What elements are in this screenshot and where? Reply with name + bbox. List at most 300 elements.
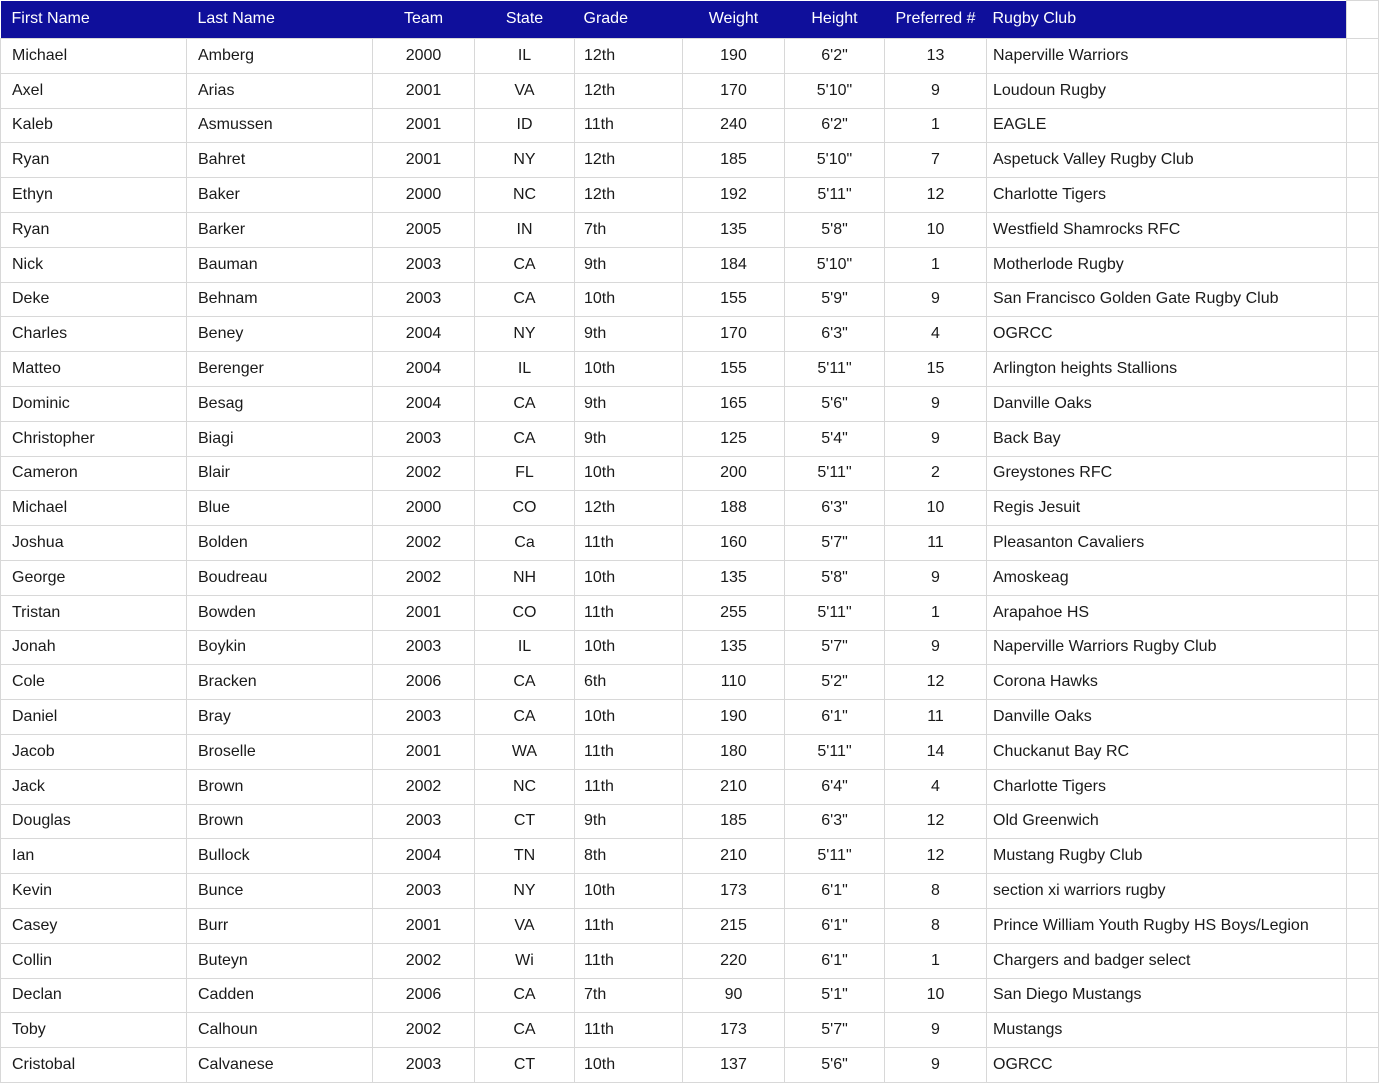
cell-team[interactable]: 2001: [373, 595, 475, 630]
cell-state[interactable]: WA: [475, 734, 575, 769]
cell-empty[interactable]: [1347, 421, 1379, 456]
cell-team[interactable]: 2002: [373, 1013, 475, 1048]
cell-rugby_club[interactable]: Mustangs: [987, 1013, 1347, 1048]
cell-first_name[interactable]: Christopher: [1, 421, 187, 456]
cell-preferred_number[interactable]: 10: [885, 978, 987, 1013]
cell-empty[interactable]: [1347, 212, 1379, 247]
cell-last_name[interactable]: Bunce: [187, 874, 373, 909]
column-header-last_name[interactable]: Last Name: [187, 1, 373, 39]
column-header-preferred_number[interactable]: Preferred #: [885, 1, 987, 39]
cell-state[interactable]: CA: [475, 386, 575, 421]
cell-preferred_number[interactable]: 12: [885, 839, 987, 874]
cell-rugby_club[interactable]: Naperville Warriors: [987, 39, 1347, 74]
cell-preferred_number[interactable]: 11: [885, 526, 987, 561]
cell-height[interactable]: 5'10": [785, 143, 885, 178]
cell-height[interactable]: 6'2": [785, 39, 885, 74]
cell-empty[interactable]: [1347, 456, 1379, 491]
cell-preferred_number[interactable]: 2: [885, 456, 987, 491]
cell-first_name[interactable]: Ryan: [1, 212, 187, 247]
cell-first_name[interactable]: Cole: [1, 665, 187, 700]
cell-rugby_club[interactable]: San Francisco Golden Gate Rugby Club: [987, 282, 1347, 317]
cell-last_name[interactable]: Buteyn: [187, 943, 373, 978]
cell-rugby_club[interactable]: Charlotte Tigers: [987, 178, 1347, 213]
cell-team[interactable]: 2006: [373, 665, 475, 700]
cell-empty[interactable]: [1347, 769, 1379, 804]
cell-preferred_number[interactable]: 4: [885, 769, 987, 804]
cell-team[interactable]: 2001: [373, 73, 475, 108]
cell-empty[interactable]: [1347, 908, 1379, 943]
cell-height[interactable]: 5'10": [785, 247, 885, 282]
cell-weight[interactable]: 173: [683, 874, 785, 909]
cell-rugby_club[interactable]: OGRCC: [987, 317, 1347, 352]
cell-first_name[interactable]: Daniel: [1, 700, 187, 735]
cell-height[interactable]: 6'2": [785, 108, 885, 143]
cell-first_name[interactable]: Dominic: [1, 386, 187, 421]
cell-team[interactable]: 2003: [373, 247, 475, 282]
cell-grade[interactable]: 11th: [575, 108, 683, 143]
cell-grade[interactable]: 12th: [575, 178, 683, 213]
cell-empty[interactable]: [1347, 282, 1379, 317]
cell-preferred_number[interactable]: 9: [885, 386, 987, 421]
cell-weight[interactable]: 185: [683, 804, 785, 839]
cell-preferred_number[interactable]: 10: [885, 212, 987, 247]
cell-rugby_club[interactable]: Greystones RFC: [987, 456, 1347, 491]
cell-team[interactable]: 2004: [373, 386, 475, 421]
cell-state[interactable]: NH: [475, 560, 575, 595]
cell-grade[interactable]: 10th: [575, 352, 683, 387]
cell-state[interactable]: IL: [475, 39, 575, 74]
cell-grade[interactable]: 7th: [575, 978, 683, 1013]
cell-grade[interactable]: 9th: [575, 386, 683, 421]
cell-rugby_club[interactable]: Chuckanut Bay RC: [987, 734, 1347, 769]
cell-grade[interactable]: 11th: [575, 908, 683, 943]
cell-grade[interactable]: 11th: [575, 1013, 683, 1048]
cell-grade[interactable]: 6th: [575, 665, 683, 700]
cell-team[interactable]: 2001: [373, 908, 475, 943]
cell-weight[interactable]: 220: [683, 943, 785, 978]
cell-state[interactable]: NY: [475, 317, 575, 352]
cell-empty[interactable]: [1347, 73, 1379, 108]
cell-state[interactable]: CA: [475, 1013, 575, 1048]
cell-last_name[interactable]: Bahret: [187, 143, 373, 178]
cell-empty[interactable]: [1347, 734, 1379, 769]
cell-empty[interactable]: [1347, 143, 1379, 178]
cell-preferred_number[interactable]: 12: [885, 178, 987, 213]
cell-height[interactable]: 6'3": [785, 491, 885, 526]
cell-weight[interactable]: 170: [683, 317, 785, 352]
cell-grade[interactable]: 9th: [575, 247, 683, 282]
cell-rugby_club[interactable]: Pleasanton Cavaliers: [987, 526, 1347, 561]
cell-weight[interactable]: 135: [683, 212, 785, 247]
cell-grade[interactable]: 10th: [575, 700, 683, 735]
cell-empty[interactable]: [1347, 491, 1379, 526]
cell-team[interactable]: 2002: [373, 456, 475, 491]
cell-weight[interactable]: 160: [683, 526, 785, 561]
cell-height[interactable]: 5'1": [785, 978, 885, 1013]
cell-state[interactable]: CA: [475, 665, 575, 700]
cell-preferred_number[interactable]: 4: [885, 317, 987, 352]
cell-team[interactable]: 2003: [373, 1048, 475, 1083]
cell-first_name[interactable]: Tristan: [1, 595, 187, 630]
cell-rugby_club[interactable]: Chargers and badger select: [987, 943, 1347, 978]
cell-weight[interactable]: 170: [683, 73, 785, 108]
cell-height[interactable]: 5'10": [785, 73, 885, 108]
cell-weight[interactable]: 255: [683, 595, 785, 630]
cell-height[interactable]: 5'4": [785, 421, 885, 456]
cell-preferred_number[interactable]: 14: [885, 734, 987, 769]
cell-last_name[interactable]: Bray: [187, 700, 373, 735]
cell-weight[interactable]: 185: [683, 143, 785, 178]
cell-grade[interactable]: 8th: [575, 839, 683, 874]
column-header-height[interactable]: Height: [785, 1, 885, 39]
cell-empty[interactable]: [1347, 943, 1379, 978]
cell-first_name[interactable]: Michael: [1, 39, 187, 74]
cell-height[interactable]: 5'11": [785, 352, 885, 387]
cell-empty[interactable]: [1347, 526, 1379, 561]
cell-grade[interactable]: 10th: [575, 282, 683, 317]
cell-first_name[interactable]: Cameron: [1, 456, 187, 491]
cell-first_name[interactable]: George: [1, 560, 187, 595]
cell-state[interactable]: CA: [475, 700, 575, 735]
cell-last_name[interactable]: Calvanese: [187, 1048, 373, 1083]
cell-last_name[interactable]: Calhoun: [187, 1013, 373, 1048]
cell-preferred_number[interactable]: 15: [885, 352, 987, 387]
cell-grade[interactable]: 9th: [575, 804, 683, 839]
cell-preferred_number[interactable]: 7: [885, 143, 987, 178]
cell-team[interactable]: 2001: [373, 108, 475, 143]
column-header-weight[interactable]: Weight: [683, 1, 785, 39]
cell-state[interactable]: CA: [475, 978, 575, 1013]
column-header-empty[interactable]: [1347, 1, 1379, 39]
cell-team[interactable]: 2002: [373, 943, 475, 978]
cell-preferred_number[interactable]: 8: [885, 874, 987, 909]
cell-rugby_club[interactable]: section xi warriors rugby: [987, 874, 1347, 909]
cell-weight[interactable]: 173: [683, 1013, 785, 1048]
cell-first_name[interactable]: Ian: [1, 839, 187, 874]
cell-grade[interactable]: 10th: [575, 456, 683, 491]
cell-height[interactable]: 5'9": [785, 282, 885, 317]
cell-state[interactable]: TN: [475, 839, 575, 874]
cell-last_name[interactable]: Barker: [187, 212, 373, 247]
cell-team[interactable]: 2004: [373, 352, 475, 387]
cell-last_name[interactable]: Burr: [187, 908, 373, 943]
cell-state[interactable]: CA: [475, 421, 575, 456]
cell-grade[interactable]: 7th: [575, 212, 683, 247]
cell-last_name[interactable]: Biagi: [187, 421, 373, 456]
cell-grade[interactable]: 9th: [575, 421, 683, 456]
cell-rugby_club[interactable]: EAGLE: [987, 108, 1347, 143]
cell-empty[interactable]: [1347, 386, 1379, 421]
cell-empty[interactable]: [1347, 352, 1379, 387]
cell-weight[interactable]: 155: [683, 282, 785, 317]
cell-height[interactable]: 5'11": [785, 595, 885, 630]
cell-state[interactable]: Ca: [475, 526, 575, 561]
cell-state[interactable]: NC: [475, 769, 575, 804]
cell-weight[interactable]: 110: [683, 665, 785, 700]
cell-empty[interactable]: [1347, 804, 1379, 839]
cell-height[interactable]: 6'1": [785, 943, 885, 978]
column-header-first_name[interactable]: First Name: [1, 1, 187, 39]
cell-height[interactable]: 6'1": [785, 908, 885, 943]
cell-state[interactable]: VA: [475, 908, 575, 943]
cell-weight[interactable]: 210: [683, 839, 785, 874]
cell-last_name[interactable]: Bolden: [187, 526, 373, 561]
column-header-grade[interactable]: Grade: [575, 1, 683, 39]
cell-first_name[interactable]: Toby: [1, 1013, 187, 1048]
cell-weight[interactable]: 190: [683, 700, 785, 735]
cell-height[interactable]: 6'3": [785, 317, 885, 352]
cell-last_name[interactable]: Besag: [187, 386, 373, 421]
cell-state[interactable]: ID: [475, 108, 575, 143]
cell-last_name[interactable]: Baker: [187, 178, 373, 213]
cell-first_name[interactable]: Michael: [1, 491, 187, 526]
cell-last_name[interactable]: Arias: [187, 73, 373, 108]
cell-empty[interactable]: [1347, 978, 1379, 1013]
cell-height[interactable]: 6'4": [785, 769, 885, 804]
cell-first_name[interactable]: Jonah: [1, 630, 187, 665]
cell-grade[interactable]: 11th: [575, 769, 683, 804]
cell-grade[interactable]: 12th: [575, 143, 683, 178]
cell-first_name[interactable]: Ryan: [1, 143, 187, 178]
cell-preferred_number[interactable]: 9: [885, 73, 987, 108]
cell-height[interactable]: 6'1": [785, 700, 885, 735]
cell-height[interactable]: 5'6": [785, 1048, 885, 1083]
cell-rugby_club[interactable]: Motherlode Rugby: [987, 247, 1347, 282]
cell-state[interactable]: Wi: [475, 943, 575, 978]
cell-grade[interactable]: 11th: [575, 526, 683, 561]
cell-last_name[interactable]: Behnam: [187, 282, 373, 317]
cell-height[interactable]: 5'11": [785, 734, 885, 769]
cell-last_name[interactable]: Brown: [187, 769, 373, 804]
cell-team[interactable]: 2006: [373, 978, 475, 1013]
cell-state[interactable]: CA: [475, 282, 575, 317]
cell-state[interactable]: CO: [475, 595, 575, 630]
cell-height[interactable]: 5'11": [785, 456, 885, 491]
cell-rugby_club[interactable]: Corona Hawks: [987, 665, 1347, 700]
cell-height[interactable]: 5'7": [785, 630, 885, 665]
cell-empty[interactable]: [1347, 178, 1379, 213]
cell-rugby_club[interactable]: Naperville Warriors Rugby Club: [987, 630, 1347, 665]
cell-state[interactable]: VA: [475, 73, 575, 108]
cell-preferred_number[interactable]: 10: [885, 491, 987, 526]
cell-last_name[interactable]: Boykin: [187, 630, 373, 665]
cell-team[interactable]: 2003: [373, 630, 475, 665]
cell-weight[interactable]: 180: [683, 734, 785, 769]
cell-weight[interactable]: 165: [683, 386, 785, 421]
cell-last_name[interactable]: Blue: [187, 491, 373, 526]
cell-last_name[interactable]: Asmussen: [187, 108, 373, 143]
cell-empty[interactable]: [1347, 630, 1379, 665]
cell-grade[interactable]: 10th: [575, 874, 683, 909]
cell-weight[interactable]: 190: [683, 39, 785, 74]
cell-team[interactable]: 2000: [373, 491, 475, 526]
cell-rugby_club[interactable]: Old Greenwich: [987, 804, 1347, 839]
cell-rugby_club[interactable]: Danville Oaks: [987, 700, 1347, 735]
cell-state[interactable]: CT: [475, 804, 575, 839]
cell-grade[interactable]: 12th: [575, 491, 683, 526]
cell-team[interactable]: 2002: [373, 526, 475, 561]
cell-last_name[interactable]: Boudreau: [187, 560, 373, 595]
cell-rugby_club[interactable]: Aspetuck Valley Rugby Club: [987, 143, 1347, 178]
cell-last_name[interactable]: Bowden: [187, 595, 373, 630]
cell-rugby_club[interactable]: Arapahoe HS: [987, 595, 1347, 630]
cell-empty[interactable]: [1347, 874, 1379, 909]
cell-state[interactable]: IN: [475, 212, 575, 247]
cell-preferred_number[interactable]: 1: [885, 247, 987, 282]
cell-rugby_club[interactable]: Loudoun Rugby: [987, 73, 1347, 108]
cell-empty[interactable]: [1347, 108, 1379, 143]
cell-first_name[interactable]: Ethyn: [1, 178, 187, 213]
cell-empty[interactable]: [1347, 560, 1379, 595]
cell-first_name[interactable]: Douglas: [1, 804, 187, 839]
cell-rugby_club[interactable]: San Diego Mustangs: [987, 978, 1347, 1013]
cell-preferred_number[interactable]: 1: [885, 943, 987, 978]
cell-team[interactable]: 2002: [373, 560, 475, 595]
cell-rugby_club[interactable]: Mustang Rugby Club: [987, 839, 1347, 874]
cell-height[interactable]: 5'11": [785, 839, 885, 874]
cell-preferred_number[interactable]: 9: [885, 630, 987, 665]
cell-team[interactable]: 2005: [373, 212, 475, 247]
cell-empty[interactable]: [1347, 1048, 1379, 1083]
cell-last_name[interactable]: Bullock: [187, 839, 373, 874]
cell-preferred_number[interactable]: 13: [885, 39, 987, 74]
column-header-state[interactable]: State: [475, 1, 575, 39]
cell-team[interactable]: 2003: [373, 421, 475, 456]
cell-weight[interactable]: 137: [683, 1048, 785, 1083]
cell-state[interactable]: IL: [475, 630, 575, 665]
cell-team[interactable]: 2000: [373, 39, 475, 74]
cell-height[interactable]: 5'8": [785, 560, 885, 595]
cell-empty[interactable]: [1347, 665, 1379, 700]
cell-team[interactable]: 2004: [373, 839, 475, 874]
cell-first_name[interactable]: Declan: [1, 978, 187, 1013]
cell-grade[interactable]: 11th: [575, 595, 683, 630]
cell-weight[interactable]: 125: [683, 421, 785, 456]
cell-preferred_number[interactable]: 9: [885, 1048, 987, 1083]
cell-team[interactable]: 2001: [373, 734, 475, 769]
cell-grade[interactable]: 10th: [575, 1048, 683, 1083]
cell-last_name[interactable]: Bauman: [187, 247, 373, 282]
cell-height[interactable]: 5'7": [785, 1013, 885, 1048]
cell-state[interactable]: NY: [475, 143, 575, 178]
cell-rugby_club[interactable]: Regis Jesuit: [987, 491, 1347, 526]
cell-preferred_number[interactable]: 1: [885, 595, 987, 630]
cell-empty[interactable]: [1347, 317, 1379, 352]
cell-height[interactable]: 6'3": [785, 804, 885, 839]
cell-weight[interactable]: 210: [683, 769, 785, 804]
cell-empty[interactable]: [1347, 247, 1379, 282]
cell-weight[interactable]: 135: [683, 630, 785, 665]
cell-weight[interactable]: 184: [683, 247, 785, 282]
cell-first_name[interactable]: Nick: [1, 247, 187, 282]
cell-state[interactable]: CT: [475, 1048, 575, 1083]
cell-first_name[interactable]: Jack: [1, 769, 187, 804]
cell-last_name[interactable]: Cadden: [187, 978, 373, 1013]
cell-team[interactable]: 2001: [373, 143, 475, 178]
cell-preferred_number[interactable]: 12: [885, 665, 987, 700]
cell-grade[interactable]: 12th: [575, 39, 683, 74]
cell-team[interactable]: 2004: [373, 317, 475, 352]
cell-empty[interactable]: [1347, 1013, 1379, 1048]
cell-first_name[interactable]: Matteo: [1, 352, 187, 387]
cell-empty[interactable]: [1347, 39, 1379, 74]
cell-state[interactable]: NY: [475, 874, 575, 909]
cell-first_name[interactable]: Casey: [1, 908, 187, 943]
cell-state[interactable]: FL: [475, 456, 575, 491]
cell-team[interactable]: 2003: [373, 804, 475, 839]
cell-last_name[interactable]: Berenger: [187, 352, 373, 387]
cell-weight[interactable]: 90: [683, 978, 785, 1013]
cell-rugby_club[interactable]: Danville Oaks: [987, 386, 1347, 421]
cell-grade[interactable]: 9th: [575, 317, 683, 352]
cell-weight[interactable]: 155: [683, 352, 785, 387]
cell-first_name[interactable]: Axel: [1, 73, 187, 108]
cell-first_name[interactable]: Kevin: [1, 874, 187, 909]
cell-last_name[interactable]: Blair: [187, 456, 373, 491]
cell-first_name[interactable]: Collin: [1, 943, 187, 978]
cell-weight[interactable]: 215: [683, 908, 785, 943]
cell-first_name[interactable]: Charles: [1, 317, 187, 352]
cell-rugby_club[interactable]: Prince William Youth Rugby HS Boys/Legion: [987, 908, 1347, 943]
cell-height[interactable]: 5'7": [785, 526, 885, 561]
cell-preferred_number[interactable]: 12: [885, 804, 987, 839]
cell-height[interactable]: 5'6": [785, 386, 885, 421]
column-header-rugby_club[interactable]: Rugby Club: [987, 1, 1347, 39]
cell-first_name[interactable]: Deke: [1, 282, 187, 317]
cell-weight[interactable]: 200: [683, 456, 785, 491]
cell-state[interactable]: NC: [475, 178, 575, 213]
cell-preferred_number[interactable]: 8: [885, 908, 987, 943]
cell-empty[interactable]: [1347, 839, 1379, 874]
cell-grade[interactable]: 12th: [575, 73, 683, 108]
cell-rugby_club[interactable]: Arlington heights Stallions: [987, 352, 1347, 387]
cell-team[interactable]: 2003: [373, 874, 475, 909]
cell-weight[interactable]: 188: [683, 491, 785, 526]
cell-team[interactable]: 2002: [373, 769, 475, 804]
cell-last_name[interactable]: Beney: [187, 317, 373, 352]
cell-first_name[interactable]: Cristobal: [1, 1048, 187, 1083]
cell-grade[interactable]: 10th: [575, 560, 683, 595]
cell-height[interactable]: 5'8": [785, 212, 885, 247]
cell-first_name[interactable]: Kaleb: [1, 108, 187, 143]
cell-state[interactable]: IL: [475, 352, 575, 387]
cell-weight[interactable]: 135: [683, 560, 785, 595]
cell-height[interactable]: 5'11": [785, 178, 885, 213]
cell-team[interactable]: 2003: [373, 700, 475, 735]
cell-rugby_club[interactable]: Westfield Shamrocks RFC: [987, 212, 1347, 247]
cell-state[interactable]: CA: [475, 247, 575, 282]
cell-weight[interactable]: 240: [683, 108, 785, 143]
cell-last_name[interactable]: Broselle: [187, 734, 373, 769]
cell-preferred_number[interactable]: 9: [885, 560, 987, 595]
cell-preferred_number[interactable]: 9: [885, 1013, 987, 1048]
cell-preferred_number[interactable]: 1: [885, 108, 987, 143]
cell-empty[interactable]: [1347, 595, 1379, 630]
cell-team[interactable]: 2000: [373, 178, 475, 213]
cell-first_name[interactable]: Jacob: [1, 734, 187, 769]
cell-last_name[interactable]: Amberg: [187, 39, 373, 74]
cell-height[interactable]: 6'1": [785, 874, 885, 909]
cell-last_name[interactable]: Brown: [187, 804, 373, 839]
cell-grade[interactable]: 11th: [575, 943, 683, 978]
cell-preferred_number[interactable]: 9: [885, 282, 987, 317]
cell-height[interactable]: 5'2": [785, 665, 885, 700]
cell-rugby_club[interactable]: OGRCC: [987, 1048, 1347, 1083]
cell-last_name[interactable]: Bracken: [187, 665, 373, 700]
cell-grade[interactable]: 11th: [575, 734, 683, 769]
cell-weight[interactable]: 192: [683, 178, 785, 213]
cell-rugby_club[interactable]: Charlotte Tigers: [987, 769, 1347, 804]
